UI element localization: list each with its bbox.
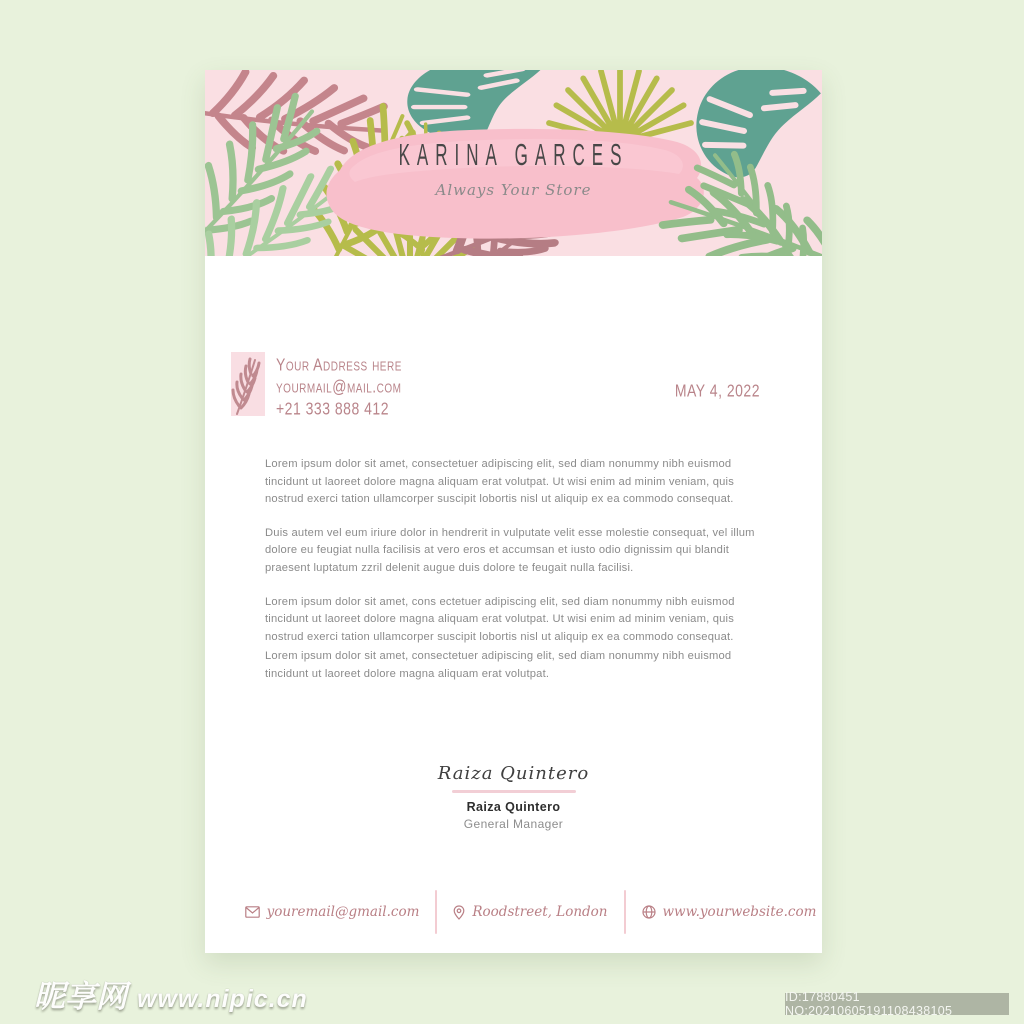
footer-website — [642, 904, 817, 920]
watermark-site-url: www.nipic.cn — [137, 985, 308, 1013]
nipic-watermark — [34, 971, 308, 1016]
letterhead-document — [205, 70, 822, 953]
footer-location-text: Roodstreet, London — [472, 904, 608, 920]
location-pin-icon — [453, 905, 465, 920]
sender-phone: +21 333 888 412 — [276, 397, 389, 419]
footer-email — [245, 904, 420, 920]
contact-lines — [276, 352, 402, 420]
body-paragraph: Lorem ipsum dolor sit amet, cons ectetuer adipiscing elit, sed diam nonummy nibh euismod tincidunt ut laoreet dolore magna aliquam erat volutpat. Ut wisi enim ad minim veniam, quis nostrud exerci tation ullamcorper suscipit lobortis nisl ut aliquip ex ea commodo consequat. — [265, 595, 735, 643]
sender-address: Your Address here — [276, 353, 402, 375]
letterhead-header — [205, 70, 822, 256]
body-paragraph: Lorem ipsum dolor sit amet, consectetuer adipiscing elit, sed diam nonummy nibh euismod tincidunt ut laoreet dolore magna aliquam erat volutpat. Ut wisi enim ad minim veniam, quis nostrud exerci tation ullamcorper suscipit lobortis nisl ut aliquip ex ea commodo consequat. — [265, 458, 735, 506]
body-paragraph: Lorem ipsum dolor sit amet, consectetuer adipiscing elit, sed diam nonummy nibh euismod tincidunt ut laoreet dolore magna aliquam erat volutpat. — [265, 650, 732, 680]
signature-block — [205, 761, 822, 831]
signer-name: Raiza Quintero — [466, 800, 561, 814]
company-name: KARINA GARCES — [398, 138, 629, 173]
palm-leaf-icon — [231, 352, 265, 416]
footer-website-text: www.yourwebsite.com — [662, 904, 817, 920]
footer-email-text: youremail@gmail.com — [266, 904, 420, 920]
envelope-icon — [245, 906, 260, 918]
sender-email: yourmail@mail.com — [276, 375, 402, 397]
letterhead-footer — [205, 890, 822, 934]
globe-icon — [642, 905, 656, 919]
signature-underline — [452, 790, 576, 793]
image-id-bar: ID:17880451 NO:20210605191108438105 — [785, 993, 1009, 1015]
handwritten-signature: Raiza Quintero — [437, 763, 590, 784]
letter-date: MAY 4, 2022 — [674, 379, 760, 401]
letter-body — [265, 456, 762, 684]
footer-location — [453, 904, 607, 920]
company-tagline: Always Your Store — [435, 181, 592, 199]
header-title-block — [205, 138, 822, 199]
body-paragraph: Duis autem vel eum iriure dolor in hendrerit in vulputate velit esse molestie consequat, vel illum dolore eu feugiat nulla facilisis at vero eros et accumsan et iusto odio dignissim qui blandit praesent luptatum zzril delenit augue duis dolore te feugait nulla facilisi. — [265, 526, 755, 574]
footer-divider — [624, 890, 626, 934]
signer-role: General Manager — [463, 817, 564, 831]
footer-divider — [435, 890, 437, 934]
watermark-site-name: 昵享网 — [34, 979, 127, 1014]
sender-contact-block — [231, 352, 402, 420]
